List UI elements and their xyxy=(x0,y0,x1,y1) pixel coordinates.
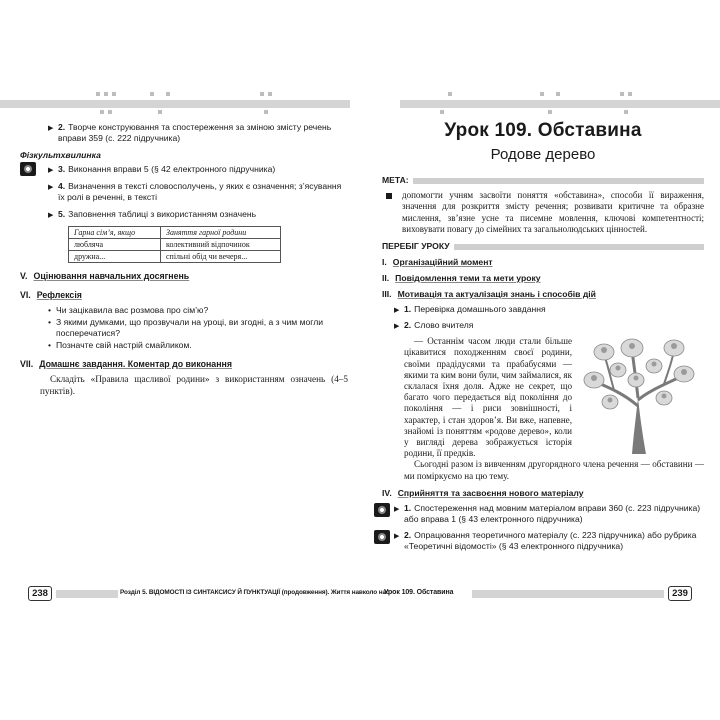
disc-icon xyxy=(20,162,36,176)
disc-icon xyxy=(374,503,390,517)
section-2: II. Повідомлення теми та мети уроку xyxy=(382,273,541,284)
list-item: • З якими думками, що прозвучали на уроці, ви згодні, а з чим могли посперечатися? xyxy=(48,317,348,339)
arrow-right-icon: ▶ xyxy=(48,184,54,191)
footer-lesson-text: Урок 109. Обставина xyxy=(384,589,454,596)
goal-text: допомогти учням засвоїти поняття «обставина», способи її вираження, значення для розкриття змісту речення; розвивати критичне та образне мислення, зв’язне усне та писемне мовлення, ключові компетентності; виховувати повагу до сімейних та загальнолюдських цінностей. xyxy=(382,190,704,235)
section-6: VI. Рефлексія xyxy=(20,290,82,300)
s4-item-1: ▶ 1. Спостереження над мовним матеріалом вправи 360 (с. 223 підручника) або вправа 1 (§ 43 електронного підручника) xyxy=(382,503,704,525)
top-decor-band xyxy=(0,92,720,118)
decor-bar-left xyxy=(0,100,350,108)
footer-bar xyxy=(56,590,118,598)
arrow-right-icon: ▶ xyxy=(394,505,400,513)
page-number: 239 xyxy=(668,586,692,601)
arrow-right-icon: ▶ xyxy=(394,532,400,540)
table-header: Гарна сім’я, якщо xyxy=(69,227,161,239)
left-footer xyxy=(8,586,390,602)
table-row: люблячa колективний відпочинок xyxy=(69,239,281,251)
arrow-right-icon: ▶ xyxy=(394,307,400,315)
section-7: VII. Домашнє завдання. Коментар до виконання xyxy=(20,359,232,369)
task-item-4: ▶ 4. Визначення в тексті словосполучень, у яких є означення; з’ясування їх ролі в реченні, в тексті xyxy=(48,181,342,202)
right-page xyxy=(382,122,704,622)
reflection-list xyxy=(48,305,348,351)
lesson-subtitle: Родове дерево xyxy=(490,146,596,163)
goal-heading: МЕТА: xyxy=(382,175,704,186)
page-number: 238 xyxy=(28,586,52,601)
disc-icon xyxy=(374,530,390,544)
heading-bar xyxy=(406,178,704,184)
s3-item-2: ▶ 2. Слово вчителя xyxy=(394,320,474,331)
story-paragraph-2: Сьогодні разом із вивченням другорядного члена речення — обставини — ми поміркуємо на цю тему. xyxy=(404,459,704,481)
arrow-right-icon: ▶ xyxy=(48,212,54,219)
heading-bar xyxy=(442,244,704,250)
task-item-3: ▶ 3. Виконання вправи 5 (§ 42 електронного підручника) xyxy=(20,164,348,175)
table-header: Заняття гарної родини xyxy=(161,227,281,239)
task-item-2: ▶ 2. Творче конструювання та спостереження за зміною змісту речень вправи 359 (с. 222 підручника) xyxy=(48,122,332,143)
section-1: I. Організаційний момент xyxy=(382,257,493,268)
section-4: IV. Сприйняття та засвоєння нового матеріалу xyxy=(382,487,584,498)
arrow-right-icon: ▶ xyxy=(48,167,54,174)
homework-text: Складіть «Правила щасливої родини» з використанням означень (4–5 пунктів). xyxy=(40,374,348,396)
lesson-title: Урок 109. Обставина xyxy=(444,120,642,141)
left-page xyxy=(20,122,348,622)
family-tree-illustration xyxy=(574,336,704,454)
footer-bar xyxy=(472,590,664,598)
footer-chapter-text: Розділ 5. ВІДОМОСТІ ІЗ СИНТАКСИСУ Й ПУНКТУАЦІЇ (продовження). Життя навколо нас xyxy=(120,589,390,596)
square-bullet-icon xyxy=(386,193,392,199)
decor-bar-right xyxy=(400,100,720,108)
right-footer xyxy=(384,586,714,602)
fizkult-heading: Фізкультхвилинка xyxy=(20,150,101,160)
table-row: дружна... спільні обід чи вечеря... xyxy=(69,251,281,263)
teacher-story xyxy=(404,336,704,482)
arrow-right-icon: ▶ xyxy=(48,125,54,132)
list-item: • Чи зацікавила вас розмова про сім’ю? xyxy=(48,305,348,316)
task-item-5: ▶ 5. Заповнення таблиці з використанням означень xyxy=(48,209,257,219)
section-5: V. Оцінювання навчальних досягнень xyxy=(20,271,190,281)
progress-heading: ПЕРЕБІГ УРОКУ xyxy=(382,241,704,252)
arrow-right-icon: ▶ xyxy=(394,323,400,331)
means-table xyxy=(68,226,281,263)
story-paragraph-1: — Останнім часом люди стали більше цікавитися походженням своєї родини, своїми прадідусями та прабабусями — якими та ким вони були, чим займалися, як склалася їхня доля. Адже не секрет, що багато чого передається від покоління до покоління — і риси зовнішності, і характер, і стан здоров’я. Ви вже, напевне, знайомі із поняттям «родове дерево», коли у вигляді дерева зображується історія родини, її предків. xyxy=(404,336,572,459)
s4-item-2: ▶ 2. Опрацювання теоретичного матеріалу (с. 223 підручника) або рубрика «Теоретичні відомості» (§ 43 електронного підручника) xyxy=(382,530,704,552)
list-item: • Позначте свій настрій смайликом. xyxy=(48,340,348,351)
s3-item-1: ▶ 1. Перевірка домашнього завдання xyxy=(394,304,546,315)
section-3: III. Мотивація та актуалізація знань і способів дій xyxy=(382,289,596,300)
